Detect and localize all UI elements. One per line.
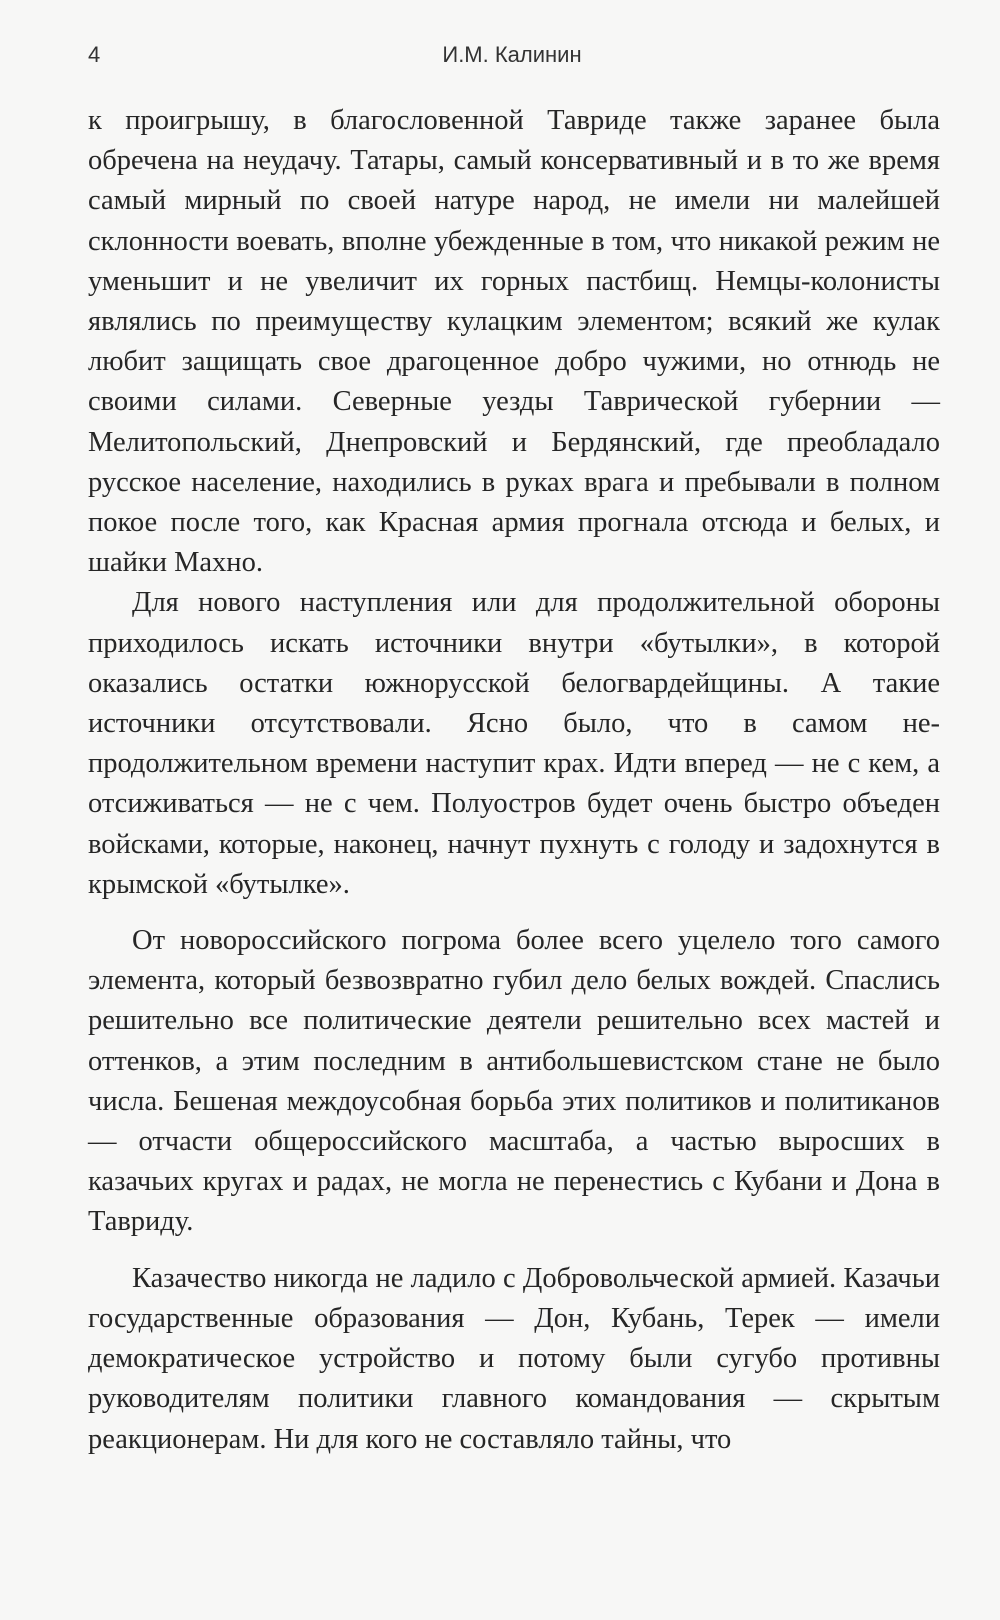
paragraph-2: Для нового наступления или для продолжительной обороны приходилось искать источники внутри «бутылки», в которой оказались остатки южнорусской белогвардейщины. А такие источники отсутствовали. Ясно было, что в самом непродолжительном времени наступит крах. Идти вперед — не с кем, а отсиживаться — не с чем. Полуостров будет очень быстро объеден войсками, которые, наконец, начнут пухнуть с голоду и задохнутся в крымской «бутылке».: [88, 587, 940, 900]
paragraph-1: к проигрышу, в благословенной Тавриде также заранее была обречена на неудачу. Татары, самый консервативный и в то же время самый мирный по своей натуре народ, не имели ни малейшей склонности воевать, вполне убежденные в том, что никакой режим не уменьшит и не увеличит их горных пастбищ. Немцы-колонисты являлись по преимуществу кулацким элементом; всякий же кулак любит защищать свое драгоценное добро чужими, но отнюдь не своими силами. Северные уезды Таврической губернии — Мелитопольский, Днепровский и Бердянский, где преобладало русское население, находились в руках врага и пребывали в полном покое после того, как Красная армия прогнала отсюда и белых, и шайки Махно.: [88, 105, 940, 579]
paragraph-3: От новороссийского погрома более всего уцелело того самого элемента, который безвозвратно губил дело белых вождей. Спаслись решительно все политические деятели решительно всех мастей и оттенков, а этим последним в антибольшевистском стане не было числа. Бешеная междоусобная борьба этих политиков и политиканов — отчасти общероссийского масштаба, а частью выросших в казачьих кругах и радах, не могла не перенестись с Кубани и Дона в Тавриду.: [88, 925, 940, 1238]
paragraph-4: Казачество никогда не ладило с Добровольческой армией. Казачьи государственные образования — Дон, Кубань, Терек — имели демократическое устройство и потому были сугубо противны руководителям политики главного командования — скрытым реакционерам. Ни для кого не составляло тайны, что: [88, 1262, 940, 1455]
body-text: [88, 101, 940, 1460]
page-number: 4: [88, 42, 101, 67]
running-head-author: И.М. Калинин: [442, 42, 582, 67]
page-header: [88, 42, 936, 82]
